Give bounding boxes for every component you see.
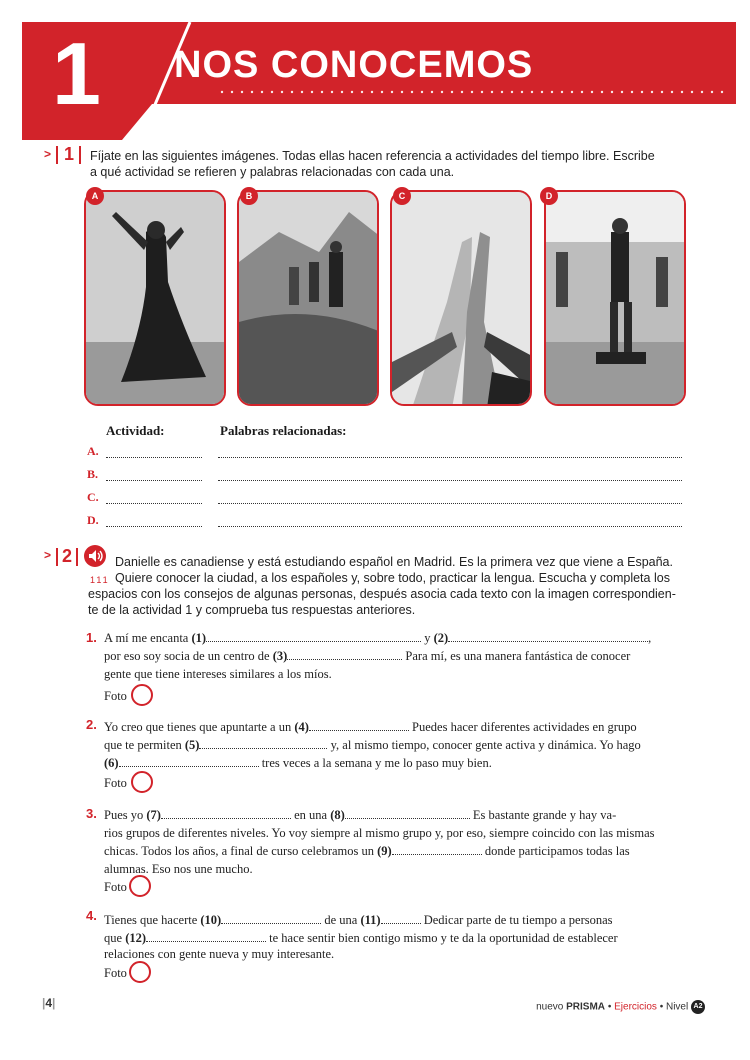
photo-badge-c: C [393, 187, 411, 205]
exercise-1-number: 1 [64, 144, 75, 164]
item-2-foto-label: Foto [104, 776, 127, 790]
exercise-2-number: 2 [62, 546, 73, 566]
item-3-line-3: chicas. Todos los años, a final de curso celebramos un (9) donde participamos todas las [104, 844, 630, 858]
blank-4[interactable] [309, 720, 409, 731]
exercise-2-line3: espacios con los consejos de algunas personas, después asocia cada texto con la imagen correspondien- [88, 587, 676, 601]
audio-track-number: 111 [90, 575, 110, 585]
level-badge: A2 [691, 1000, 705, 1014]
activity-blank-a[interactable] [106, 446, 202, 458]
words-blank-c[interactable] [218, 492, 682, 504]
photo-badge-d: D [540, 187, 558, 205]
activity-column-header: Actividad: [106, 423, 165, 438]
row-label-b: B. [87, 467, 99, 481]
unit-number: 1 [52, 24, 101, 123]
blank-6[interactable] [119, 756, 259, 767]
item-4-foto-label: Foto [104, 966, 127, 980]
item-4-number: 4. [86, 908, 97, 923]
row-label-d: D. [87, 513, 99, 527]
photo-a [84, 190, 226, 406]
blank-2[interactable] [448, 631, 648, 642]
blank-12[interactable] [146, 931, 266, 942]
item-3-number: 3. [86, 806, 97, 821]
exercise-bar [76, 548, 78, 566]
item-4-line-3: relaciones con gente nueva y muy interesante. [104, 947, 335, 961]
item-1-foto-label: Foto [104, 689, 127, 703]
item-1-line-3: gente que tiene intereses similares a los míos. [104, 667, 332, 681]
exercise-bar [56, 548, 58, 566]
blank-10[interactable] [221, 913, 321, 924]
unit-banner [22, 22, 736, 140]
item-4-foto-answer[interactable] [129, 961, 151, 983]
item-4-line-2: que (12) te hace sentir bien contigo mismo y te da la oportunidad de establecer [104, 931, 618, 945]
item-2-line-2: que te permiten (5) y, al mismo tiempo, conocer gente activa y dinámica. Yo hago [104, 738, 641, 752]
exercise-1-instruction: Fíjate en las siguientes imágenes. Todas ellas hacen referencia a actividades del tiempo libre. Escribe a qué actividad se refieren y palabras relacionadas con cada una. [90, 149, 655, 179]
exercise-2-line1: Danielle es canadiense y está estudiando español en Madrid. Es la primera vez que viene a España. [115, 555, 673, 569]
photo-d [544, 190, 686, 406]
exercise-arrow-icon: > [44, 548, 52, 562]
item-4-line-1: Tienes que hacerte (10) de una (11) Dedicar parte de tu tiempo a personas [104, 913, 613, 927]
blank-7[interactable] [161, 808, 291, 819]
words-blank-d[interactable] [218, 515, 682, 527]
item-1-number: 1. [86, 630, 97, 645]
audio-speaker-icon[interactable] [84, 545, 106, 567]
unit-title: NOS CONOCEMOS [174, 44, 534, 86]
item-1-line-1: A mí me encanta (1) y (2) , [104, 631, 652, 645]
blank-8[interactable] [345, 808, 470, 819]
exercise-arrow-icon: > [44, 147, 52, 161]
words-blank-a[interactable] [218, 446, 682, 458]
blank-1[interactable] [206, 631, 421, 642]
item-3-line-2: rios grupos de diferentes niveles. Yo voy siempre al mismo grupo y, por eso, siempre coincido con las mismas [104, 826, 655, 840]
related-words-column-header: Palabras relacionadas: [220, 423, 347, 438]
blank-11[interactable] [381, 913, 421, 924]
exercise-bar [56, 146, 58, 164]
page-number: |4| [42, 996, 56, 1010]
activity-blank-b[interactable] [106, 469, 202, 481]
row-label-a: A. [87, 444, 99, 458]
blank-9[interactable] [392, 844, 482, 855]
blank-3[interactable] [287, 649, 402, 660]
photo-c [390, 190, 532, 406]
activity-blank-c[interactable] [106, 492, 202, 504]
blank-5[interactable] [199, 738, 327, 749]
photo-badge-a: A [86, 187, 104, 205]
item-2-line-3: (6) tres veces a la semana y me lo paso muy bien. [104, 756, 492, 770]
row-label-c: C. [87, 490, 99, 504]
item-3-line-4: alumnas. Eso nos une mucho. [104, 862, 253, 876]
exercise-2-line2: Quiere conocer la ciudad, a los españoles y, sobre todo, practicar la lengua. Escucha y completa los [115, 571, 670, 585]
photo-b [237, 190, 379, 406]
exercise-2-line4: te de la actividad 1 y comprueba tus respuestas anteriores. [88, 603, 416, 617]
footer-book-info: nuevo PRISMA • Ejercicios • Nivel A2 [536, 1000, 705, 1014]
item-2-foto-answer[interactable] [131, 771, 153, 793]
photo-badge-b: B [240, 187, 258, 205]
item-2-line-1: Yo creo que tienes que apuntarte a un (4) Puedes hacer diferentes actividades en grupo [104, 720, 637, 734]
item-1-line-2: por eso soy socia de un centro de (3) Para mí, es una manera fantástica de conocer [104, 649, 631, 663]
item-3-line-1: Pues yo (7) en una (8) Es bastante grande y hay va- [104, 808, 617, 822]
activity-blank-d[interactable] [106, 515, 202, 527]
item-1-foto-answer[interactable] [131, 684, 153, 706]
item-2-number: 2. [86, 717, 97, 732]
exercise-bar [79, 146, 81, 164]
item-3-foto-answer[interactable] [129, 875, 151, 897]
item-3-foto-label: Foto [104, 880, 127, 894]
words-blank-b[interactable] [218, 469, 682, 481]
